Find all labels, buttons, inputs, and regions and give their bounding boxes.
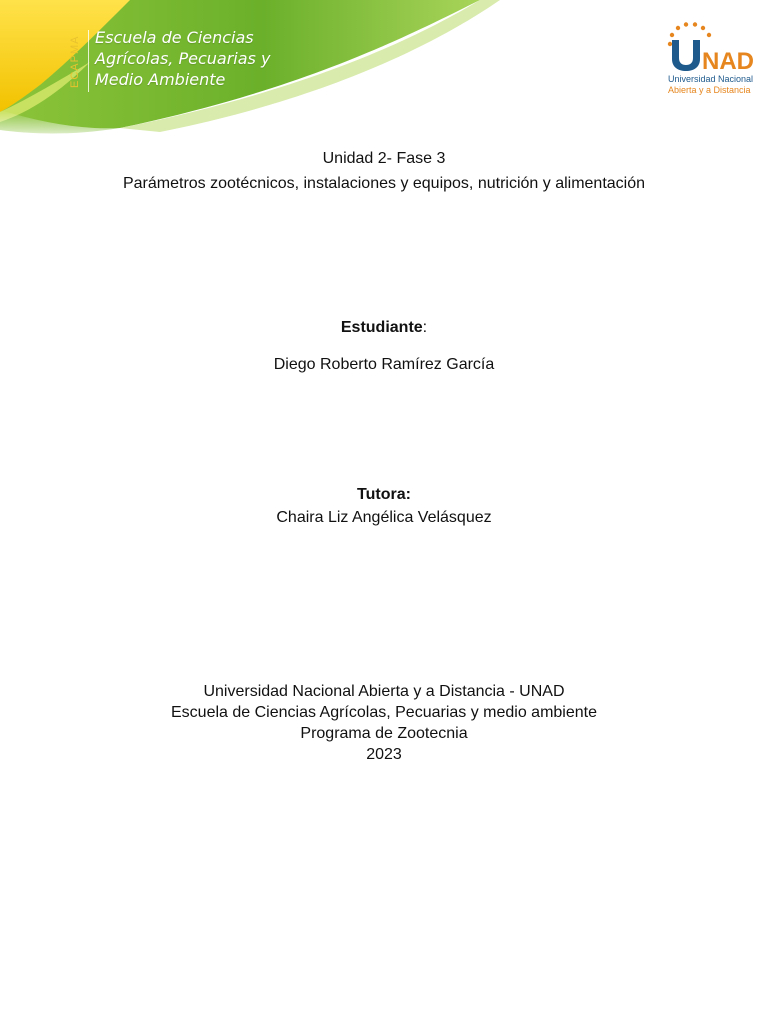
school-name-line-3: Medio Ambiente	[95, 70, 226, 89]
institution-name: Universidad Nacional Abierta y a Distancia - UNAD	[203, 683, 565, 700]
year: 2023	[366, 746, 402, 763]
unit-title: Unidad 2- Fase 3	[322, 150, 446, 167]
tutor-label: Tutora:	[357, 486, 411, 503]
svg-text:NAD: NAD	[702, 48, 754, 72]
student-name: Diego Roberto Ramírez García	[273, 356, 495, 373]
unad-subtitle-line-2: Abierta y a Distancia	[668, 85, 751, 95]
school-name-line-2: Agrícolas, Pecuarias y	[95, 49, 271, 68]
school-name-line-1: Escuela de Ciencias	[95, 28, 254, 47]
student-heading	[0, 318, 768, 338]
student-label: Estudiante	[340, 319, 423, 336]
program-name: Programa de Zootecnia	[300, 725, 468, 742]
student-label-colon: :	[422, 319, 428, 336]
tutor-name: Chaira Liz Angélica Velásquez	[276, 509, 492, 526]
ecapma-acronym: ECAPMA	[69, 35, 81, 89]
school-full-name: Escuela de Ciencias Agrícolas, Pecuarias y medio ambiente	[171, 704, 597, 721]
unad-subtitle-line-1: Universidad Nacional	[668, 74, 754, 84]
topic-title: Parámetros zootécnicos, instalaciones y equipos, nutrición y alimentación	[122, 175, 646, 192]
